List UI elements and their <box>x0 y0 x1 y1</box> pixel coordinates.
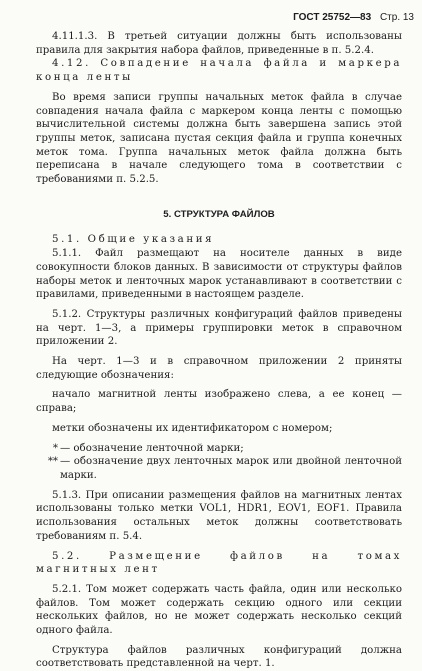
paragraph-5-1-2: 5.1.2. Структуры различных конфигураций файлов приведены на черт. 1—3, а примеры группировки меток в справочном приложении 2. <box>36 308 402 348</box>
paragraph-4-11-1-3: 4.11.1.3. В третьей ситуации должны быть использованы правила для закрытия набора файлов, приведенные в п. 5.2.4. <box>36 31 402 56</box>
paragraph-5-2-1: 5.2.1. Том может содержать часть файла, один или несколько файлов. Том может содержать секцию одного или секции нескольких файлов, но не может содержать несколько секций одного файла. <box>36 583 402 637</box>
subsection-5-1-title: 5.1. Общие указания <box>52 234 215 246</box>
paragraph-tape-direction: начало магнитной ленты изображено слева, а ее конец — справа; <box>36 389 402 415</box>
legend-symbol: * <box>52 442 58 454</box>
standard-number: ГОСТ 25752—83 <box>293 12 372 23</box>
paragraph-5-1-3: 5.1.3. При описании размещения файлов на магнитных лентах использованы только метки VOL1, HDR1, EOV1, EOF1. Правила использования остальных меток должны соответствовать требованиям п. 5.4. <box>36 489 402 542</box>
document-body <box>36 30 402 671</box>
paragraph-5-1-1: 5.1.1. Файл размещают на носителе данных в виде совокупности блоков данных. В зависимости от структуры файлов наборы меток и ленточных марок устанавливают в соответствии с правилами, приведенными в настоящем разделе. <box>36 248 402 301</box>
page-header <box>287 12 414 23</box>
paragraph-notation-intro: На черт. 1—3 и в справочном приложении 2 приняты следующие обозначения: <box>36 356 402 381</box>
page-number: Стр. 13 <box>379 12 414 23</box>
legend-tape-mark <box>36 442 402 456</box>
subsection-4-12-title: 4.12. Совпадение начала файла и маркера конца ленты <box>36 58 402 84</box>
legend-text: — обозначение двух ленточных марок или двойной ленточной марки. <box>60 456 402 481</box>
legend-double-tape-mark <box>36 455 402 482</box>
paragraph-file-structure: Структура файлов различных конфигураций должна соответствовать представленной на черт. 1. <box>36 644 402 670</box>
legend-text: — обозначение ленточной марки; <box>60 442 244 454</box>
paragraph-4-12-body: Во время записи группы начальных меток файла в случае совпадения начала файла с маркером конца ленты с помощью вычислительной системы должна быть завершена запись этой группы меток, записана пустая секция файла и группа конечных меток тома. Группа начальных меток файла должна быть переписана в начале следующего тома в соответствии с требованиями п. 5.2.5. <box>36 91 402 186</box>
legend-symbol: ** <box>47 456 58 468</box>
paragraph-label-notation: метки обозначены их идентификатором с номером; <box>52 422 333 434</box>
subsection-5-2-title: 5.2. Размещение файлов на томах магнитных лент <box>36 550 402 576</box>
section-5-title: 5. СТРУКТУРА ФАЙЛОВ <box>163 208 275 220</box>
